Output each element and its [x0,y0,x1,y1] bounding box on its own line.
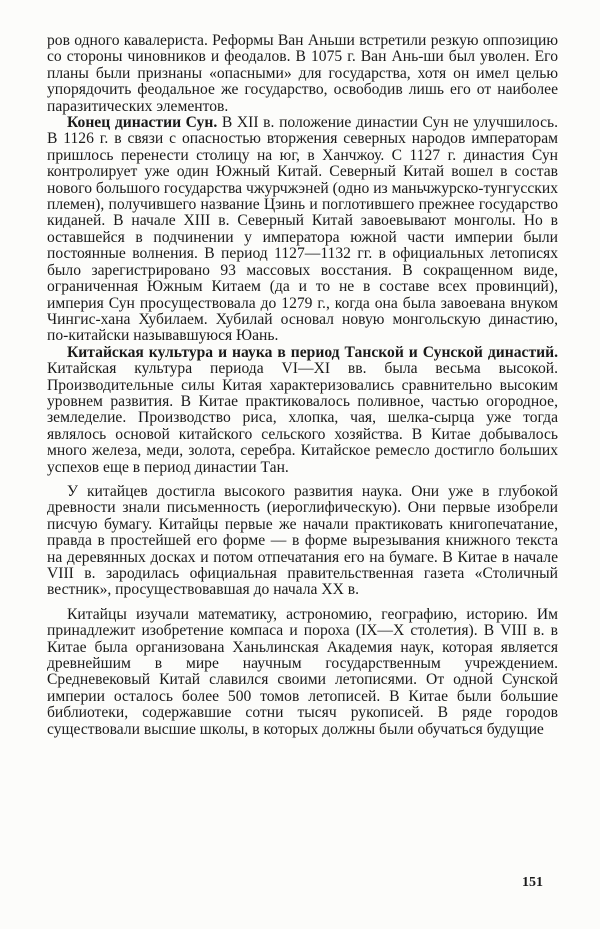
section-heading: Конец династии Сун. [67,114,218,132]
paragraph-text: ров одного кавалериста. Реформы Ван Аньши встретили резкую оппозицию со стороны чиновников и феодалов. В 1075 г. Ван Ань-ши был уволен. Его планы были признаны «опасными» для государства, хотя он имел целью упорядочить феодальное же государство, освободив лишь его от наиболее паразитических элементов. [47,32,558,115]
paragraph-song-dynasty-end [47,115,558,345]
page-number: 151 [522,875,543,890]
section-heading: Китайская культура и наука в период Танской и Сунской династий. [67,343,558,361]
paragraph-studies [47,607,558,738]
paragraph-continuation [47,33,558,115]
text-column [47,33,558,738]
paragraph-text: Китайцы изучали математику, астрономию, географию, историю. Им принадлежит изобретение компаса и пороха (IX—X столетия). В VIII в. в Китае была организована Ханьлинская Академия наук, которая является древнейшим в мире научным государственным учреждением. Средневековый Китай славился своими летописями. От одной Сунской империи осталось более 500 томов летописей. В Китае были большие библиотеки, содержавшие сотни тысяч рукописей. В ряде городов существовали высшие школы, в которых должны были обучаться будущие [47,605,558,738]
paragraph-text: У китайцев достигла высокого развития наука. Они уже в глубокой древности знали письменность (иероглифическую). Они первые изобрели писчую бумагу. Китайцы первые же начали практиковать книгопечатание, правда в простейшей его форме — в форме вырезывания книжного текста на деревянных досках и потом отпечатания его на бумаге. В Китае в начале VIII в. зародилась официальная правительственная газета «Столичный вестник», просуществовавшая до начала XX в. [47,482,558,599]
paragraph-text: Китайская культура периода VI—XI вв. была весьма высокой. Производительные силы Китая характеризовались сравнительно высоким уровнем развития. В Китае практиковалось поливное, частью огородное, земледелие. Производство риса, хлопка, чая, шелка-сырца уже тогда являлось основой китайского сельского хозяйства. В Китае добывалось много железа, меди, золота, серебра. Китайское ремесло достигло больших успехов еще в период династии Тан. [47,360,558,476]
paragraph-science [47,484,558,599]
paragraph-text: В XII в. положение династии Сун не улучшилось. В 1126 г. в связи с опасностью вторжения северных народов императорам пришлось перенести столицу на юг, в Ханчжоу. С 1127 г. династия Сун контролирует уже один Южный Китай. Северный Китай вошел в состав нового большого государства чжурчжэней (одно из маньчжурско-тунгусских племен), получившего название Цзинь и поглотившего прежнее государство киданей. В начале XIII в. Северный Китай завоевывают монголы. Но в оставшейся в подчинении у императора южной части империи были постоянные волнения. В период 1127—1132 гг. в официальных летописях было зарегистрировано 93 массовых восстания. В сокращенном виде, ограниченная Южным Китаем (да и то не в составе всех провинций), империя Сун просуществовала до 1279 г., когда она была завоевана внуком Чингис-хана Хубилаем. Хубилай основал новую монгольскую династию, по-китайски называвшуюся Юань. [47,114,558,345]
paragraph-culture-science [47,345,558,476]
